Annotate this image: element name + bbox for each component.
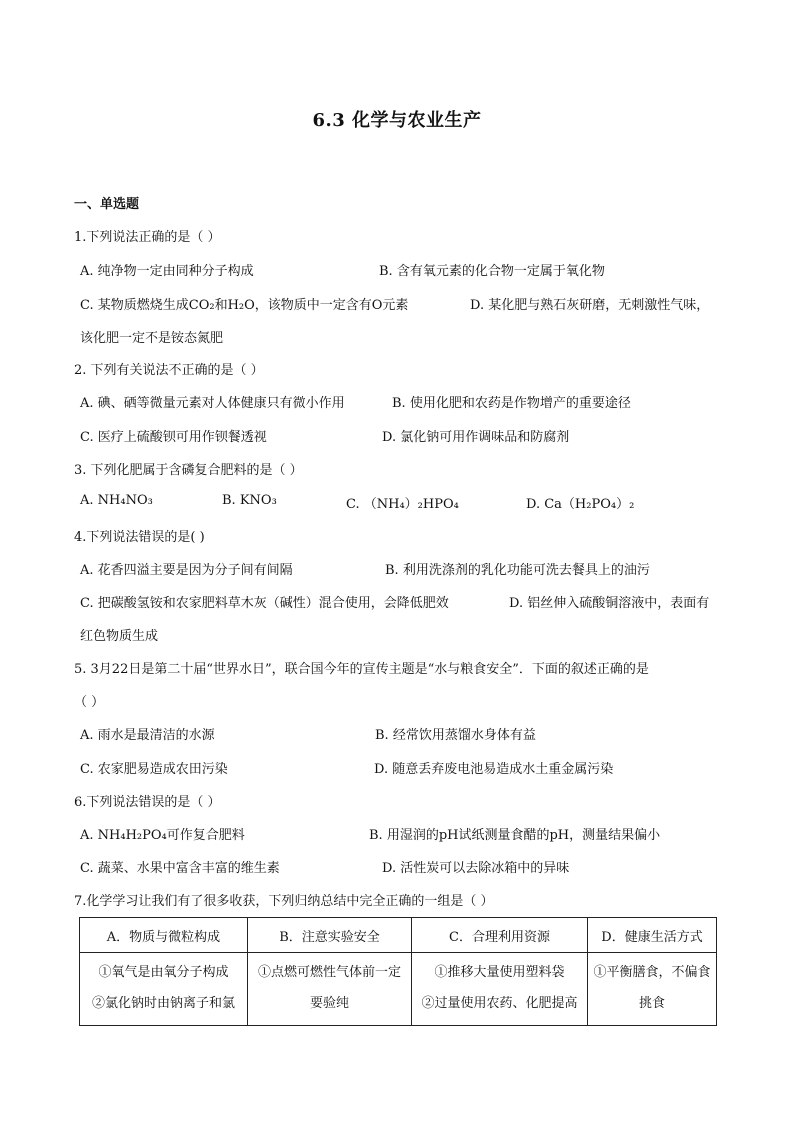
q4-option-c: C. 把碳酸氢铵和农家肥料草木灰（碱性）混合使用，会降低肥效 [80,596,449,611]
q1-option-c: C. 某物质燃烧生成CO₂和H₂O，该物质中一定含有O元素 [80,298,409,313]
section-heading: 一、单选题 [74,197,140,212]
q5-option-c: C. 农家肥易造成农田污染 [80,762,228,777]
table-header-cell: B．注意实验安全 [248,918,412,953]
q1-option-d-cont: 该化肥一定不是铵态氮肥 [80,331,224,346]
table-header-cell: C．合理利用资源 [412,918,588,953]
q4-option-d: D. 铝丝伸入硫酸铜溶液中，表面有 [509,596,710,611]
table-cell-d [588,953,717,1026]
q6-option-b: B. 用湿润的pH试纸测量食醋的pH，测量结果偏小 [369,828,661,843]
q5-option-a: A. 雨水是最清洁的水源 [80,728,215,743]
table-row [80,953,717,1026]
q2-option-d: D. 氯化钠可用作调味品和防腐剂 [382,430,570,445]
cell-line: ②过量使用农药、化肥提高 [421,996,578,1011]
cell-line: ②氯化钠时由钠离子和氯 [91,996,235,1011]
q3-option-c: C. （NH₄）₂HPO₄ [346,497,459,512]
q2-option-c: C. 医疗上硫酸钡可用作钡餐透视 [80,430,267,445]
q1-option-a: A. 纯净物一定由同种分子构成 [80,264,254,279]
question-3-stem: 3. 下列化肥属于含磷复合肥料的是（ ） [74,463,303,478]
table-header-row [80,918,717,953]
question-4-stem: 4.下列说法错误的是( ) [74,530,205,545]
cell-line: 挑食 [638,996,665,1011]
page-title: 6.3 化学与农业生产 [312,110,482,131]
cell-line: ①平衡膳食，不偏食 [593,965,711,980]
q3-option-b: B. KNO₃ [222,493,277,508]
q5-option-d: D. 随意丢弃废电池易造成水土重金属污染 [374,762,614,777]
cell-line: 要验纯 [309,996,349,1011]
table-header-cell: D．健康生活方式 [588,918,717,953]
question-5-stem: 5. 3月22日是第二十届“世界水日”，联合国今年的宣传主题是“水与粮食安全”．下面的叙述正确的是 [74,662,649,677]
q3-option-d: D. Ca（H₂PO₄）₂ [526,497,635,512]
question-7-stem: 7.化学学习让我们有了很多收获，下列归纳总结中完全正确的一组是（ ） [74,894,494,909]
q2-option-a: A. 碘、硒等微量元素对人体健康只有微小作用 [80,396,345,411]
question-2-stem: 2. 下列有关说法不正确的是（ ） [74,363,264,378]
question-6-stem: 6.下列说法错误的是（ ） [74,795,221,810]
q6-option-d: D. 活性炭可以去除冰箱中的异味 [382,861,570,876]
q1-option-b: B. 含有氧元素的化合物一定属于氧化物 [379,264,605,279]
question-1-stem: 1.下列说法正确的是（ ） [74,230,221,245]
q4-option-b: B. 利用洗涤剂的乳化功能可洗去餐具上的油污 [385,563,650,578]
q1-option-d: D. 某化肥与熟石灰研磨，无刺激性气味， [470,298,710,313]
question-5-stem-cont: （ ） [74,695,105,710]
q5-option-b: B. 经常饮用蒸馏水身体有益 [375,728,536,743]
cell-line: ①氧气是由氧分子构成 [98,965,229,980]
table-cell-b [248,953,412,1026]
q4-option-a: A. 花香四溢主要是因为分子间有间隔 [80,563,293,578]
summary-table [79,917,717,1026]
q6-option-a: A. NH₄H₂PO₄可作复合肥料 [80,828,245,843]
q6-option-c: C. 蔬菜、水果中富含丰富的维生素 [80,861,280,876]
cell-line: ①点燃可燃性气体前一定 [257,965,401,980]
q3-option-a: A. NH₄NO₃ [80,493,153,508]
q2-option-b: B. 使用化肥和农药是作物增产的重要途径 [392,396,631,411]
q4-option-d-cont: 红色物质生成 [80,629,159,644]
table-cell-c [412,953,588,1026]
cell-line: ①推移大量使用塑料袋 [434,965,565,980]
table-cell-a [80,953,248,1026]
table-header-cell: A．物质与微粒构成 [80,918,248,953]
